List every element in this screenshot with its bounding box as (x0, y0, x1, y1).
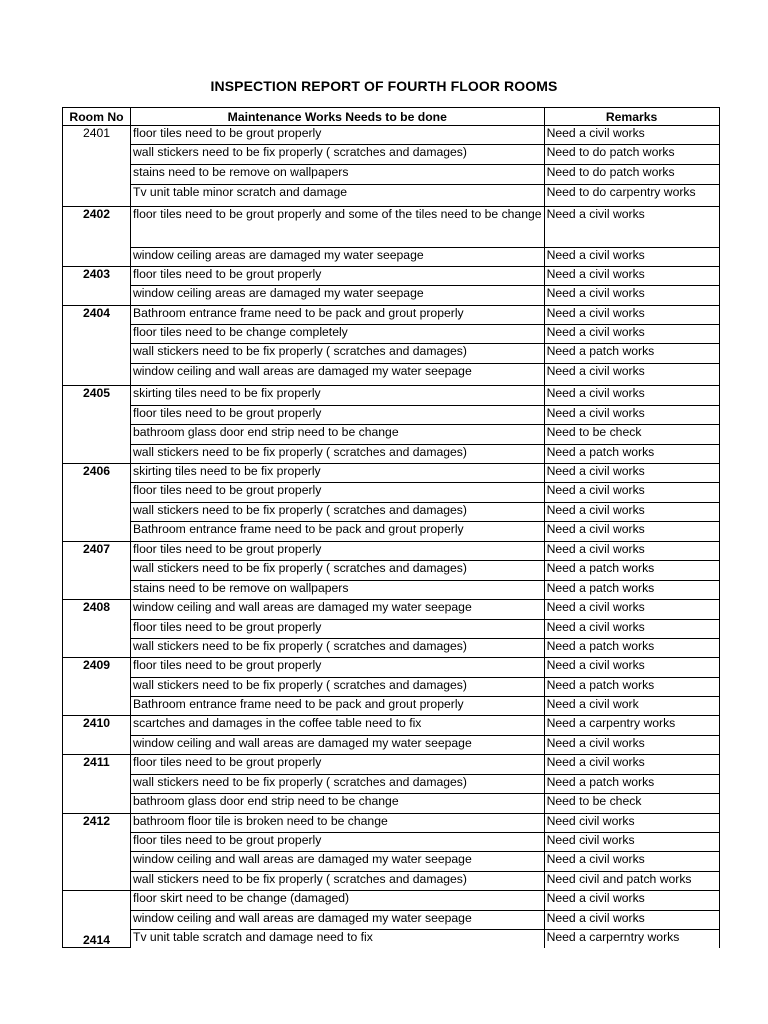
table-row (63, 736, 720, 755)
remark-cell: Need a civil works (544, 911, 719, 930)
maintenance-work-cell: window ceiling and wall areas are damaged my water seepage (131, 600, 545, 620)
remark-cell: Need a civil works (544, 267, 719, 286)
maintenance-work-cell: scartches and damages in the coffee table need to fix (131, 716, 545, 736)
maintenance-work-cell: skirting tiles need to be fix properly (131, 386, 545, 406)
table-row (63, 930, 720, 948)
table-body (63, 126, 720, 948)
maintenance-work-cell: Tv unit table minor scratch and damage (131, 185, 545, 207)
room-number-cell: 2408 (63, 600, 131, 658)
table-row (63, 716, 720, 736)
header-room-no: Room No (63, 108, 131, 126)
table-row (63, 207, 720, 248)
remark-cell: Need civil works (544, 833, 719, 852)
remark-cell: Need a civil works (544, 736, 719, 755)
table-row (63, 145, 720, 165)
maintenance-work-cell: floor skirt need to be change (damaged) (131, 891, 545, 911)
table-row (63, 678, 720, 697)
remark-cell: Need a civil works (544, 852, 719, 872)
table-row (63, 267, 720, 286)
table-row (63, 561, 720, 581)
room-number-cell: 2410 (63, 716, 131, 755)
maintenance-work-cell: window ceiling and wall areas are damaged my water seepage (131, 852, 545, 872)
table-row (63, 620, 720, 639)
remark-cell: Need a patch works (544, 639, 719, 658)
remark-cell: Need a civil works (544, 126, 719, 145)
table-row (63, 306, 720, 325)
table-row (63, 185, 720, 207)
maintenance-work-cell: bathroom glass door end strip need to be change (131, 794, 545, 814)
table-row (63, 503, 720, 522)
remark-cell: Need a civil works (544, 600, 719, 620)
maintenance-work-cell: wall stickers need to be fix properly ( scratches and damages) (131, 678, 545, 697)
table-row (63, 852, 720, 872)
inspection-table (62, 107, 720, 948)
maintenance-work-cell: window ceiling and wall areas are damaged my water seepage (131, 911, 545, 930)
maintenance-work-cell: skirting tiles need to be fix properly (131, 464, 545, 483)
remark-cell: Need a patch works (544, 775, 719, 794)
table-row (63, 542, 720, 561)
remark-cell: Need a civil works (544, 325, 719, 344)
remark-cell: Need to be check (544, 425, 719, 445)
room-number-cell: 2405 (63, 386, 131, 464)
remark-cell: Need a civil works (544, 464, 719, 483)
remark-cell: Need a civil works (544, 755, 719, 775)
table-row (63, 248, 720, 267)
remark-cell: Need a civil works (544, 620, 719, 639)
room-number-cell: 2404 (63, 306, 131, 386)
table-row (63, 406, 720, 425)
remark-cell: Need civil works (544, 814, 719, 833)
maintenance-work-cell: Bathroom entrance frame need to be pack and grout properly (131, 306, 545, 325)
maintenance-work-cell: floor tiles need to be grout properly (131, 658, 545, 678)
maintenance-work-cell: floor tiles need to be grout properly (131, 542, 545, 561)
maintenance-work-cell: Bathroom entrance frame need to be pack and grout properly (131, 522, 545, 542)
remark-cell: Need a civil works (544, 522, 719, 542)
maintenance-work-cell: floor tiles need to be grout properly (131, 483, 545, 503)
remark-cell: Need a civil works (544, 891, 719, 911)
maintenance-work-cell: Tv unit table scratch and damage need to fix (131, 930, 545, 948)
maintenance-work-cell: window ceiling areas are damaged my water seepage (131, 248, 545, 267)
table-row (63, 639, 720, 658)
maintenance-work-cell: bathroom glass door end strip need to be change (131, 425, 545, 445)
header-remarks: Remarks (544, 108, 719, 126)
maintenance-work-cell: stains need to be remove on wallpapers (131, 581, 545, 600)
remark-cell: Need to do carpentry works (544, 185, 719, 207)
maintenance-work-cell: floor tiles need to be change completely (131, 325, 545, 344)
maintenance-work-cell: wall stickers need to be fix properly ( scratches and damages) (131, 445, 545, 464)
remark-cell: Need a civil works (544, 542, 719, 561)
room-number-cell: 2414 (63, 891, 131, 948)
table-row (63, 600, 720, 620)
maintenance-work-cell: wall stickers need to be fix properly ( scratches and damages) (131, 503, 545, 522)
table-row (63, 872, 720, 891)
maintenance-work-cell: window ceiling and wall areas are damaged my water seepage (131, 736, 545, 755)
maintenance-work-cell: floor tiles need to be grout properly (131, 267, 545, 286)
remark-cell: Need to do patch works (544, 145, 719, 165)
table-row (63, 814, 720, 833)
room-number-cell: 2401 (63, 126, 131, 207)
report-title: INSPECTION REPORT OF FOURTH FLOOR ROOMS (210, 78, 558, 94)
room-number-cell: 2406 (63, 464, 131, 542)
remark-cell: Need a civil works (544, 207, 719, 248)
room-number-cell: 2402 (63, 207, 131, 267)
table-header-row (63, 108, 720, 126)
table-row (63, 911, 720, 930)
table-row (63, 364, 720, 386)
maintenance-work-cell: floor tiles need to be grout properly (131, 833, 545, 852)
table-row (63, 697, 720, 716)
table-row (63, 581, 720, 600)
remark-cell: Need civil and patch works (544, 872, 719, 891)
room-number-cell: 2403 (63, 267, 131, 306)
table-row (63, 775, 720, 794)
remark-cell: Need a civil work (544, 697, 719, 716)
room-number-cell: 2407 (63, 542, 131, 600)
header-maintenance-works: Maintenance Works Needs to be done (131, 108, 545, 126)
maintenance-work-cell: floor tiles need to be grout properly (131, 620, 545, 639)
remark-cell: Need a patch works (544, 581, 719, 600)
table-row (63, 464, 720, 483)
maintenance-work-cell: wall stickers need to be fix properly ( scratches and damages) (131, 145, 545, 165)
maintenance-work-cell: floor tiles need to be grout properly (131, 755, 545, 775)
remark-cell: Need a carperntry works (544, 930, 719, 948)
maintenance-work-cell: floor tiles need to be grout properly (131, 126, 545, 145)
table-row (63, 658, 720, 678)
maintenance-work-cell: bathroom floor tile is broken need to be change (131, 814, 545, 833)
remark-cell: Need a civil works (544, 406, 719, 425)
table-row (63, 445, 720, 464)
table-row (63, 325, 720, 344)
remark-cell: Need a patch works (544, 344, 719, 364)
remark-cell: Need a civil works (544, 364, 719, 386)
table-row (63, 891, 720, 911)
remark-cell: Need to do patch works (544, 165, 719, 185)
remark-cell: Need a patch works (544, 561, 719, 581)
table-row (63, 425, 720, 445)
room-number-cell: 2411 (63, 755, 131, 814)
maintenance-work-cell: window ceiling areas are damaged my water seepage (131, 286, 545, 306)
table-row (63, 794, 720, 814)
table-row (63, 286, 720, 306)
maintenance-work-cell: wall stickers need to be fix properly ( scratches and damages) (131, 344, 545, 364)
remark-cell: Need a civil works (544, 386, 719, 406)
table-row (63, 165, 720, 185)
maintenance-work-cell: floor tiles need to be grout properly and some of the tiles need to be change (131, 207, 545, 248)
remark-cell: Need a carpentry works (544, 716, 719, 736)
table-row (63, 344, 720, 364)
maintenance-work-cell: wall stickers need to be fix properly ( scratches and damages) (131, 872, 545, 891)
room-number-cell: 2409 (63, 658, 131, 716)
remark-cell: Need a civil works (544, 286, 719, 306)
remark-cell: Need to be check (544, 794, 719, 814)
table-row (63, 522, 720, 542)
table-row (63, 833, 720, 852)
maintenance-work-cell: wall stickers need to be fix properly ( scratches and damages) (131, 561, 545, 581)
maintenance-work-cell: Bathroom entrance frame need to be pack and grout properly (131, 697, 545, 716)
remark-cell: Need a civil works (544, 658, 719, 678)
table-row (63, 386, 720, 406)
maintenance-work-cell: window ceiling and wall areas are damaged my water seepage (131, 364, 545, 386)
remark-cell: Need a patch works (544, 445, 719, 464)
remark-cell: Need a civil works (544, 248, 719, 267)
remark-cell: Need a civil works (544, 483, 719, 503)
maintenance-work-cell: floor tiles need to be grout properly (131, 406, 545, 425)
remark-cell: Need a patch works (544, 678, 719, 697)
maintenance-work-cell: wall stickers need to be fix properly ( scratches and damages) (131, 639, 545, 658)
table-row (63, 126, 720, 145)
maintenance-work-cell: stains need to be remove on wallpapers (131, 165, 545, 185)
maintenance-work-cell: wall stickers need to be fix properly ( scratches and damages) (131, 775, 545, 794)
room-number-cell: 2412 (63, 814, 131, 891)
table-row (63, 755, 720, 775)
remark-cell: Need a civil works (544, 306, 719, 325)
remark-cell: Need a civil works (544, 503, 719, 522)
table-row (63, 483, 720, 503)
